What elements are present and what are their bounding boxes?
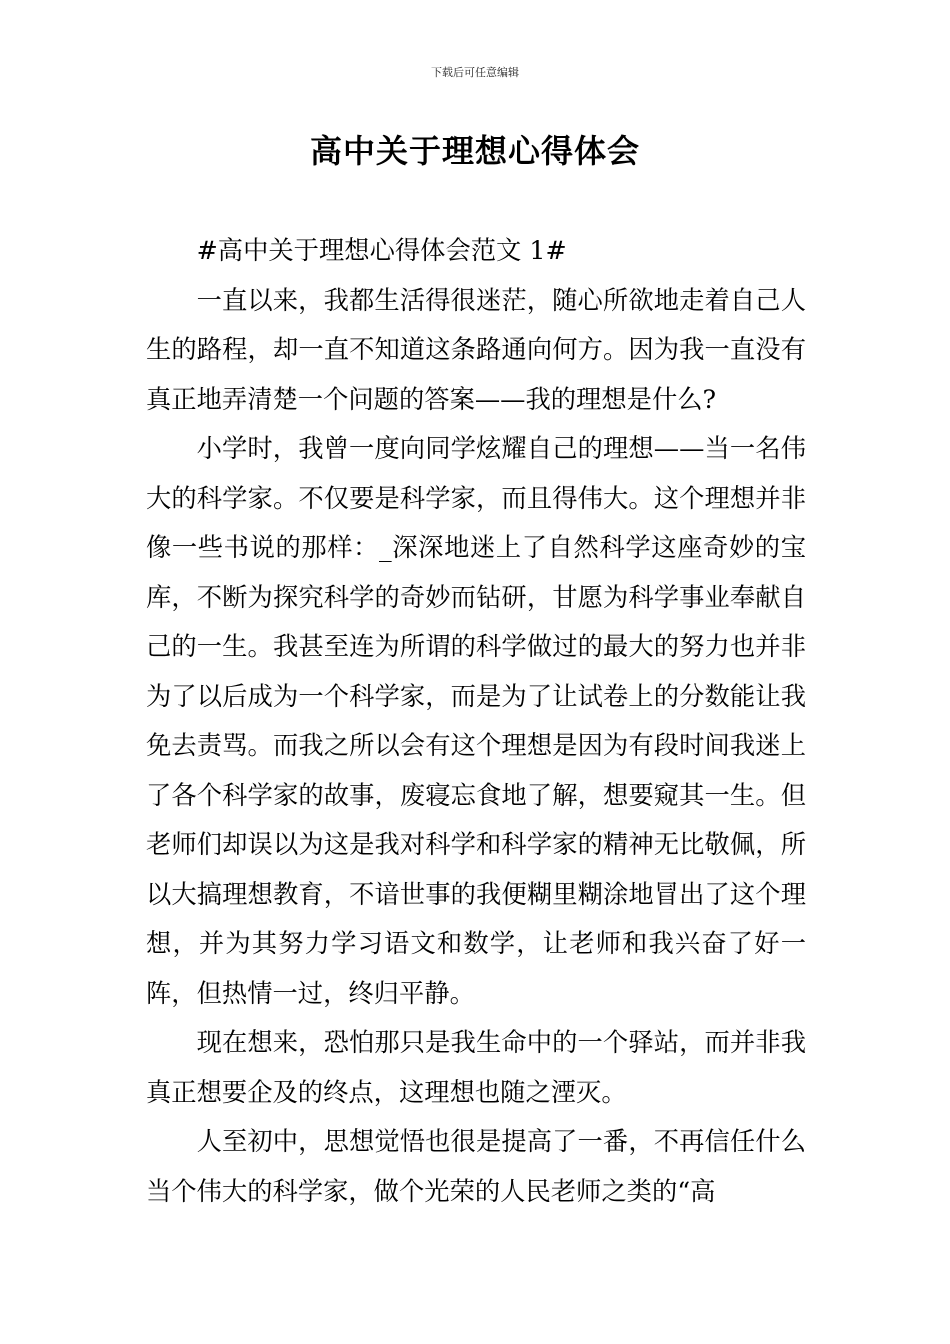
- document-title: 高中关于理想心得体会: [309, 132, 640, 170]
- paragraph: 人至初中，思想觉悟也很是提高了一番，不再信任什么当个伟大的科学家，做个光荣的人民老师之类的“高: [146, 1127, 806, 1206]
- paragraph: 现在想来，恐怕那只是我生命中的一个驿站，而并非我真正想要企及的终点，这理想也随之湮灭。: [146, 1028, 806, 1107]
- document-body: [146, 226, 806, 1216]
- paragraph: 一直以来，我都生活得很迷茫，随心所欲地走着自己人生的路程，却一直不知道这条路通向何方。因为我一直没有真正地弄清楚一个问题的答案——我的理想是什么?: [146, 285, 806, 414]
- section-heading: #高中关于理想心得体会范文 1#: [196, 236, 567, 265]
- paragraph: 小学时，我曾一度向同学炫耀自己的理想——当一名伟大的科学家。不仅要是科学家，而且得伟大。这个理想并非像一些书说的那样：_深深地迷上了自然科学这座奇妙的宝库，不断为探究科学的奇妙而钻研，甘愿为科学事业奉献自己的一生。我甚至连为所谓的科学做过的最大的努力也并非为了以后成为一个科学家，而是为了让试卷上的分数能让我免去责骂。而我之所以会有这个理想是因为有段时间我迷上了各个科学家的故事，废寝忘食地了解，想要窥其一生。但老师们却误以为这是我对科学和科学家的精神无比敬佩，所以大搞理想教育，不谙世事的我便糊里糊涂地冒出了这个理想，并为其努力学习语文和数学，让老师和我兴奋了好一阵，但热情一过，终归平静。: [146, 434, 806, 1008]
- page-header-note: 下载后可任意编辑: [431, 66, 519, 79]
